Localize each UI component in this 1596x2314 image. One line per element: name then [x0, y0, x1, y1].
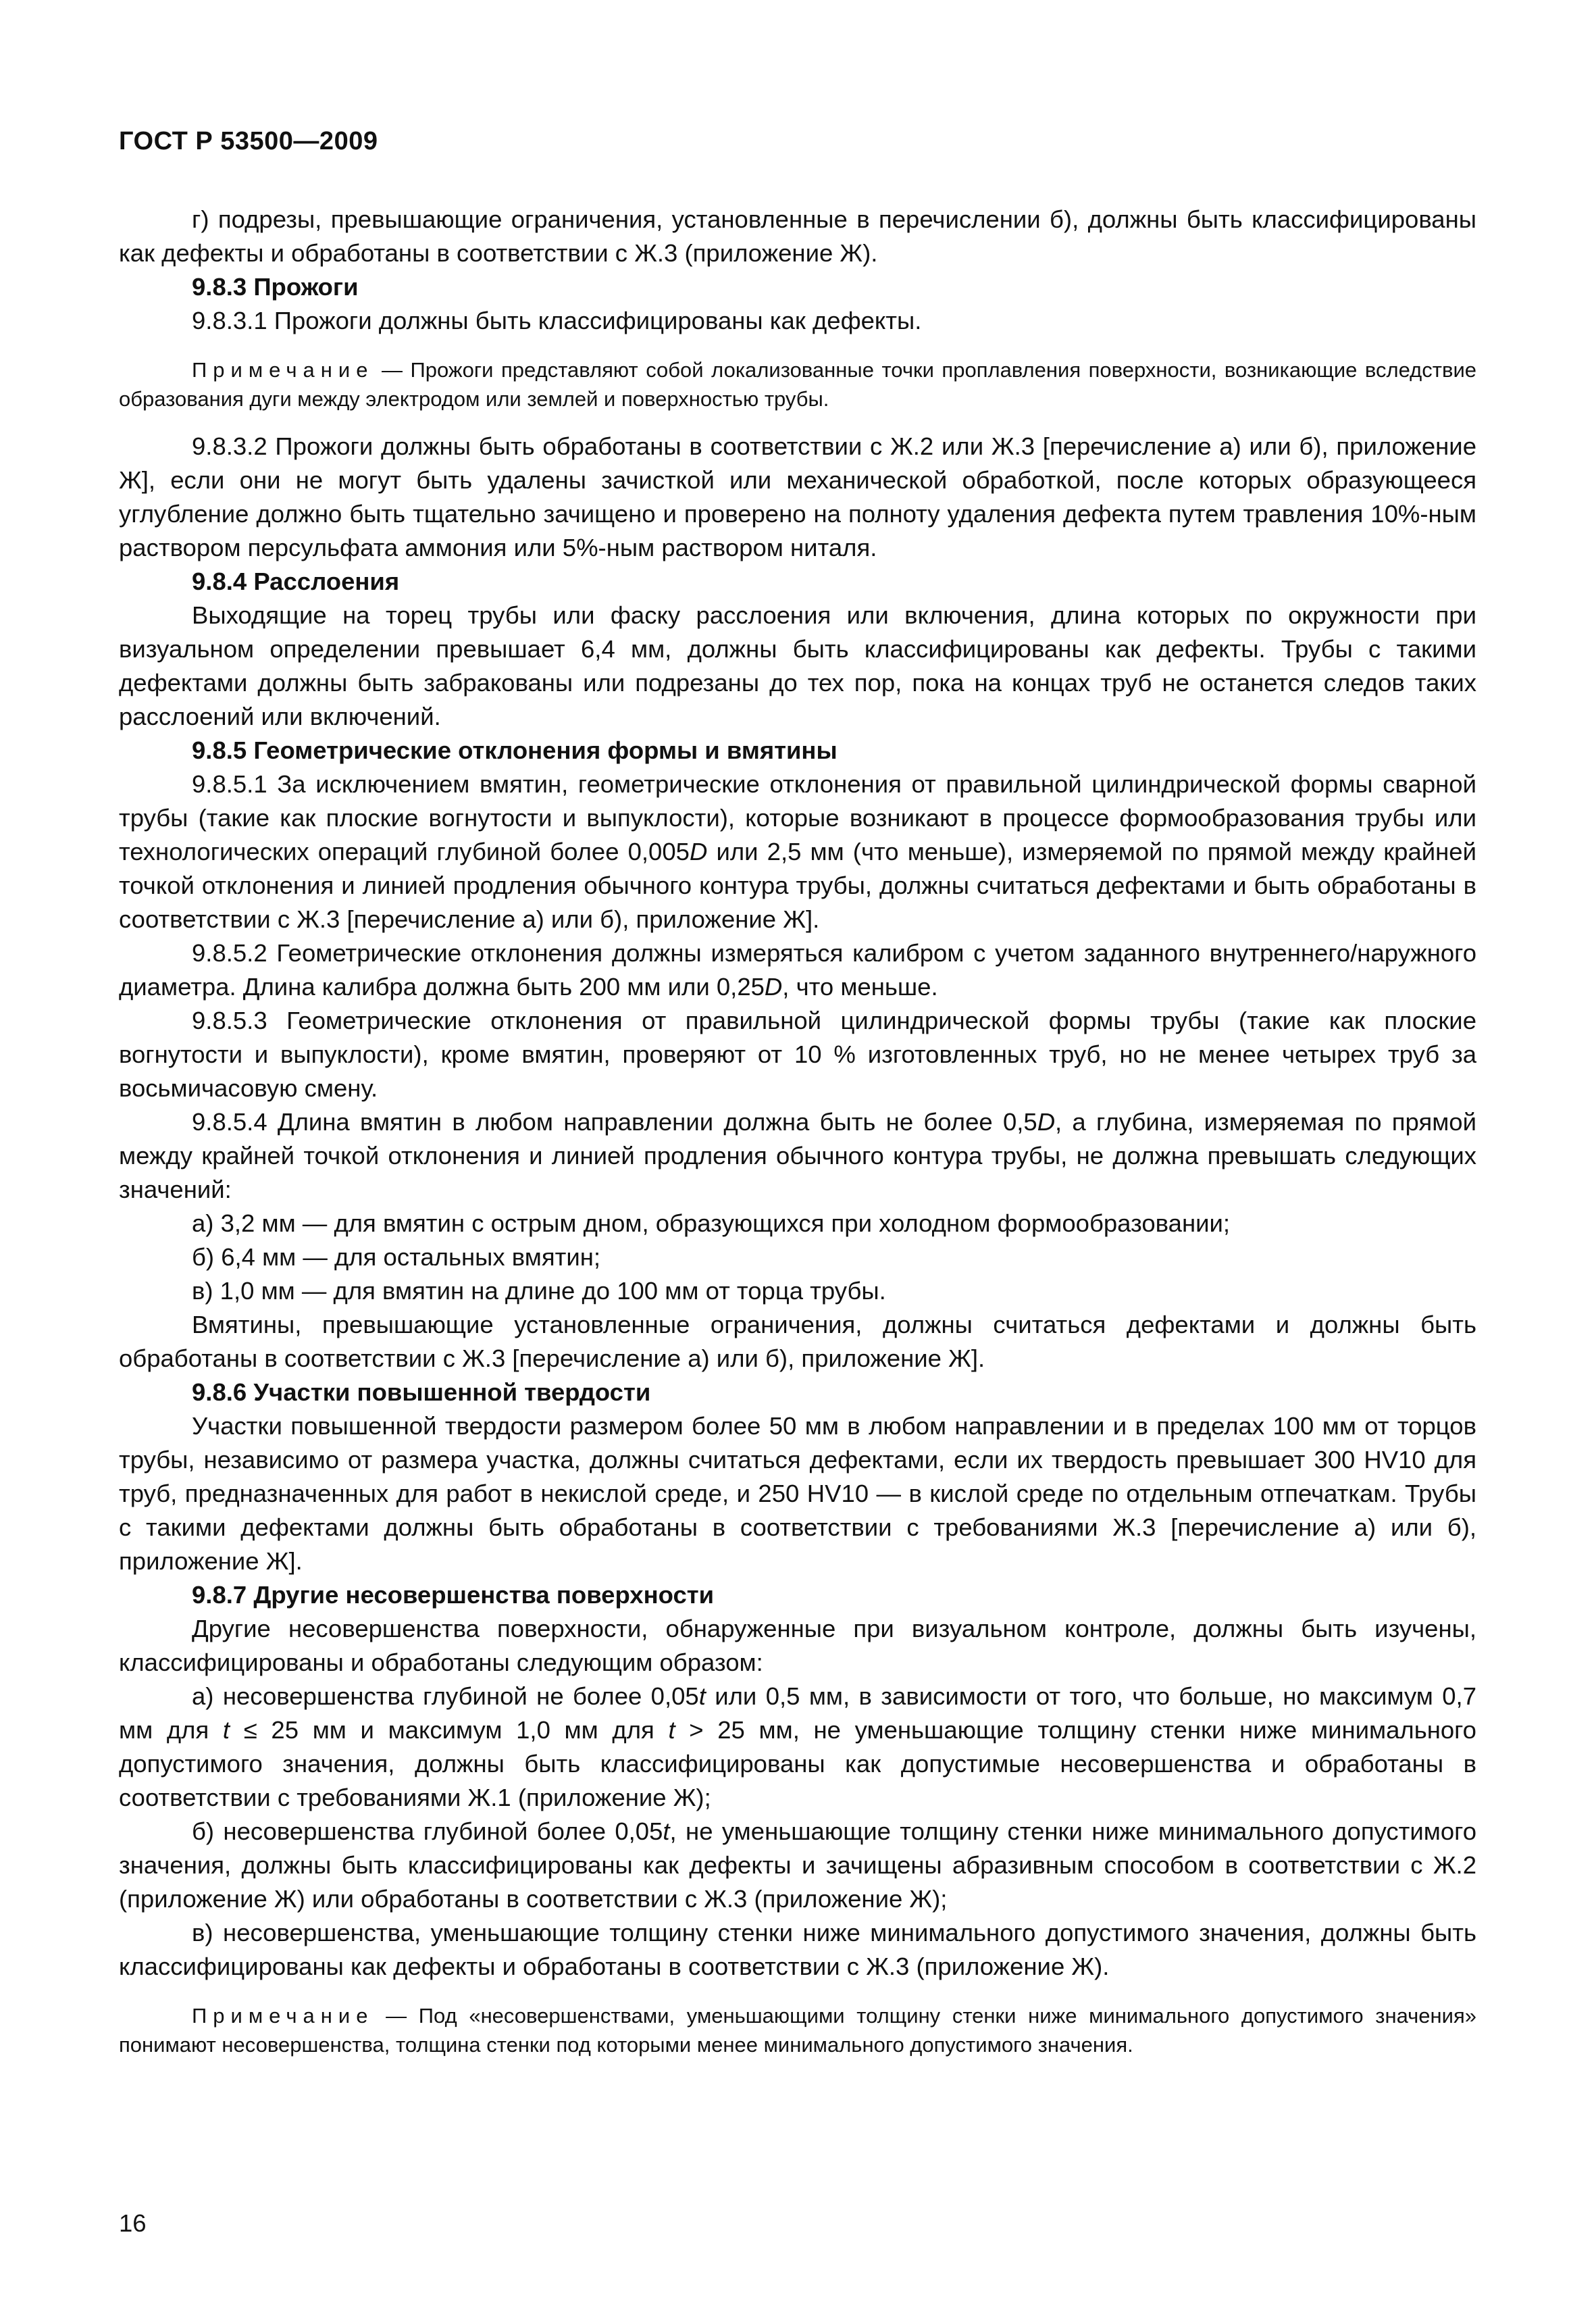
paragraph-dent-tail: Вмятины, превышающие установленные ограничения, должны считаться дефектами и должны быть обработаны в соответствии с Ж.3 [перечисление а) или б), приложение Ж].	[119, 1311, 1476, 1372]
note-2	[119, 2001, 1476, 2059]
list-item-dent-c: в) 1,0 мм — для вмятин на длине до 100 мм от торца трубы.	[192, 1277, 886, 1305]
note-label: Примечание	[192, 358, 374, 382]
italic-symbol: D	[764, 973, 783, 1001]
paragraph-9-8-5-4	[119, 1105, 1476, 1207]
text-run: 9.8.5.4 Длина вмятин в любом направлении должна быть не более 0,5	[192, 1108, 1037, 1136]
list-item-imperfection-a	[119, 1680, 1476, 1815]
paragraph-9-8-5-3: 9.8.5.3 Геометрические отклонения от правильной цилиндрической формы трубы (такие как плоские вогнутости и выпуклости), кроме вмятин, проверяют от 10 % изготовленных труб, но не менее четырех труб за восьмичасовую смену.	[119, 1007, 1476, 1102]
list-item-imperfection-c: в) несовершенства, уменьшающие толщину стенки ниже минимального допустимого значения, должны быть классифицированы как дефекты и обработаны в соответствии с Ж.3 (приложение Ж).	[119, 1919, 1476, 1980]
paragraph-9-8-3-1: 9.8.3.1 Прожоги должны быть классифицированы как дефекты.	[192, 307, 922, 334]
italic-symbol: t	[698, 1682, 706, 1710]
paragraph-9-8-3-2: 9.8.3.2 Прожоги должны быть обработаны в соответствии с Ж.2 или Ж.3 [перечисление а) или б), приложение Ж], если они не могут быть удалены зачисткой или механической обработкой, после которых образующееся углубление должно быть тщательно зачищено и проверено на полноту удаления дефекта путем травления 10%-ным раствором персульфата аммония или 5%-ным раствором ниталя.	[119, 432, 1476, 561]
text-run: 9.8.5.2 Геометрические отклонения должны измеряться калибром с учетом заданного внутреннего/наружного диаметра. Длина калибра должна быть 200 мм или 0,25	[119, 939, 1476, 1001]
list-item-dent-a: а) 3,2 мм — для вмятин с острым дном, образующихся при холодном формообразовании;	[192, 1209, 1231, 1237]
paragraph-9-8-5-1	[119, 768, 1476, 936]
text-run: ≤ 25 мм и максимум 1,0 мм для	[230, 1716, 669, 1744]
document-header: ГОСТ Р 53500—2009	[119, 127, 378, 155]
text-run: , не уменьшающие толщину стенки ниже минимального допустимого значения, должны быть классифицированы как дефекты и зачищены абразивным способом в соответствии с Ж.2 (приложение Ж) или обработаны в соответствии с Ж.3 (приложение Ж);	[119, 1817, 1476, 1913]
page-number: 16	[119, 2209, 147, 2237]
paragraph-9-8-4: Выходящие на торец трубы или фаску расслоения или включения, длина которых по окружности при визуальном определении превышает 6,4 мм, должны быть классифицированы как дефекты. Трубы с такими дефектами должны быть забракованы или подрезаны до тех пор, пока на концах труб не останется следов таких расслоений или включений.	[119, 601, 1476, 730]
heading-9-8-7: 9.8.7 Другие несовершенства поверхности	[192, 1581, 715, 1609]
italic-symbol: D	[689, 838, 708, 865]
italic-symbol: t	[663, 1817, 670, 1845]
italic-symbol: D	[1037, 1108, 1056, 1136]
list-item-dent-b: б) 6,4 мм — для остальных вмятин;	[192, 1243, 601, 1271]
text-run: или 2,5 мм (что меньше), измеряемой по прямой между крайней точкой отклонения и линией продления обычного контура трубы, должны считаться дефектами и быть обработаны в соответствии с Ж.3 [перечисление а) или б), приложение Ж].	[119, 838, 1476, 933]
text-run: , а глубина, измеряемая по прямой между крайней точкой отклонения и линией продления обычного контура трубы, не должна превышать следующих значений:	[119, 1108, 1476, 1203]
note-text: — Под «несовершенствами, уменьшающими толщину стенки ниже минимального допустимого значения» понимают несовершенства, толщина стенки под которыми менее минимального допустимого значения.	[119, 2004, 1476, 2057]
heading-9-8-5: 9.8.5 Геометрические отклонения формы и вмятины	[192, 736, 838, 764]
paragraph-9-8-5-2	[119, 936, 1476, 1004]
document-body	[119, 203, 1476, 2076]
text-run: б) несовершенства глубиной более 0,05	[192, 1817, 663, 1845]
note-1	[119, 355, 1476, 413]
note-text: — Прожоги представляют собой локализованные точки проплавления поверхности, возникающие вследствие образования дуги между электродом или землей и поверхностью трубы.	[119, 358, 1476, 411]
text-run: 9.8.5.1 За исключением вмятин, геометрические отклонения от правильной цилиндрической формы сварной трубы (такие как плоские вогнутости и выпуклости), которые возникают в процессе формообразования трубы или технологических операций глубиной более 0,005	[119, 770, 1476, 865]
text-run: а) несовершенства глубиной не более 0,05	[192, 1682, 699, 1710]
heading-9-8-4: 9.8.4 Расслоения	[192, 568, 400, 595]
paragraph-9-8-6: Участки повышенной твердости размером более 50 мм в любом направлении и в пределах 100 мм от торцов трубы, независимо от размера участка, должны считаться дефектами, если их твердость превышает 300 HV10 для труб, предназначенных для работ в некислой среде, и 250 HV10 — в кислой среде по отдельным отпечаткам. Трубы с такими дефектами должны быть обработаны в соответствии с требованиями Ж.3 [перечисление а) или б), приложение Ж].	[119, 1412, 1476, 1575]
note-label: Примечание	[192, 2004, 374, 2028]
text-run: , что меньше.	[782, 973, 938, 1001]
list-item-imperfection-b	[119, 1815, 1476, 1916]
heading-9-8-3: 9.8.3 Прожоги	[192, 273, 359, 301]
italic-symbol: t	[222, 1716, 230, 1744]
paragraph-g: г) подрезы, превышающие ограничения, установленные в перечислении б), должны быть классифицированы как дефекты и обработаны в соответствии с Ж.3 (приложение Ж).	[119, 205, 1476, 267]
italic-symbol: t	[668, 1716, 675, 1744]
heading-9-8-6: 9.8.6 Участки повышенной твердости	[192, 1378, 651, 1406]
paragraph-9-8-7: Другие несовершенства поверхности, обнаруженные при визуальном контроле, должны быть изучены, классифицированы и обработаны следующим образом:	[119, 1615, 1476, 1676]
text-run: > 25 мм, не уменьшающие толщину стенки ниже минимального допустимого значения, должны быть классифицированы как допустимые несовершенства и обработаны в соответствии с требованиями Ж.1 (приложение Ж);	[119, 1716, 1476, 1811]
text-run: или 0,5 мм, в зависимости от того, что больше, но максимум 0,7 мм для	[119, 1682, 1476, 1744]
